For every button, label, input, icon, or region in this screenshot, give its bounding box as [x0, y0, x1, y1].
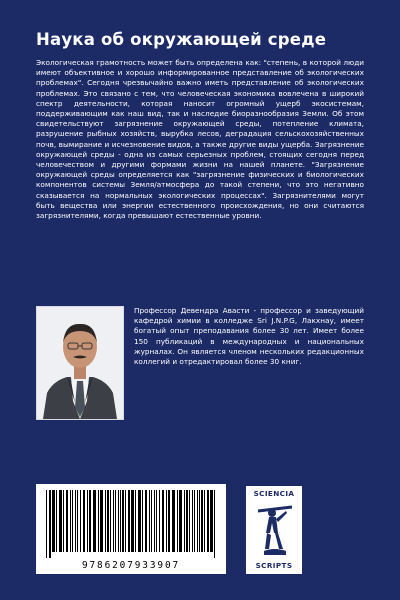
barcode-bar: [59, 490, 62, 552]
barcode-bar: [105, 490, 106, 552]
barcode-bar: [204, 490, 205, 552]
book-title: Наука об окружающей среде: [36, 30, 327, 49]
publisher-name-top: SCIENCIA: [253, 489, 295, 498]
barcode-bar: [135, 490, 136, 552]
barcode-bar: [168, 490, 170, 552]
barcode-bar: [154, 490, 155, 552]
barcode-bar: [122, 490, 124, 552]
barcode-bar: [110, 490, 111, 552]
barcode-bar: [166, 490, 167, 552]
barcode-bar: [66, 490, 68, 552]
barcode-bar: [100, 490, 103, 552]
barcode-bar: [80, 490, 81, 552]
barcode-bar: [77, 490, 78, 552]
barcode-bar: [70, 490, 71, 552]
isbn-digits: 9786207933907: [81, 560, 181, 571]
barcode-bar: [197, 490, 198, 552]
barcode-bar: [151, 490, 152, 552]
publisher-name-bottom: SCRIPTS: [255, 561, 293, 570]
barcode-bar: [172, 490, 175, 552]
barcode-bar: [149, 490, 150, 552]
barcode-bar: [201, 490, 203, 552]
barcode-bar: [125, 490, 126, 552]
barcode-bar: [142, 490, 143, 552]
barcode-bar: [83, 490, 85, 552]
barcode-bar: [46, 490, 47, 558]
barcode-bar: [159, 490, 160, 552]
barcode-bar: [162, 490, 164, 552]
barcode-bar: [49, 490, 51, 558]
barcode-bar: [89, 490, 91, 552]
barcode-bar: [179, 490, 182, 552]
barcode-bar: [184, 490, 185, 552]
barcode-bar: [113, 490, 114, 552]
barcode-bar: [131, 490, 134, 552]
barcode-bar: [156, 490, 157, 552]
barcode-bar: [120, 490, 121, 552]
barcode-bar: [107, 490, 109, 552]
barcode-bar: [52, 490, 55, 552]
barcode-bar: [56, 490, 57, 552]
barcode-bar: [145, 490, 147, 552]
isbn-barcode: [36, 484, 226, 574]
author-photo: [36, 306, 124, 420]
author-bio: Профессор Девендра Авасти - профессор и заведующий кафедрой химии в колледже Sri J.N.P.G, Лакхнау, имеет богатый опыт преподавания более 30 лет. Имеет более 150 публикаций в международных и национальных журналах. Он является членом нескольких редакционных коллегий и отредактировал более 30 книг.: [134, 306, 364, 367]
barcode-bar: [98, 490, 99, 552]
barcode-bar: [87, 490, 88, 552]
barcode-bar: [63, 490, 64, 552]
barcode-bar: [128, 490, 130, 552]
barcode-bar: [115, 490, 116, 552]
barcode-bar: [192, 490, 193, 552]
barcode-bar: [210, 490, 213, 552]
barcode-bar: [118, 490, 119, 552]
barcode-bar: [177, 490, 178, 552]
publisher-logo: [246, 486, 302, 574]
barcode-bar: [138, 490, 141, 552]
publisher-figure-icon: [252, 499, 296, 557]
barcode-bar: [75, 490, 76, 552]
barcode-bar: [93, 490, 96, 552]
barcode-bar: [194, 490, 195, 552]
barcode-bar: [214, 490, 215, 558]
back-cover-description: Экологическая грамотность может быть определена как: "степень, в которой люди имеют объективное и хорошо информированное представление об экологических проблемах". Сегодня чрезвычайно важно иметь представление об экологических проблемах. Это связано с тем, что человеческая экономика вовлечена в широкий спектр деятельности, которая наносит огромный ущерб экосистемам, поддерживающим как наш вид, так и наследие биоразнообразия Земли. Об этом свидетельствуют загрязнение окружающей среды, потепление климата, разрушение рыбных хозяйств, вырубка лесов, деградация сельскохозяйственных почв, вымирание и исчезновение видов, а также другие виды ущерба. Загрязнение окружающей среды - одна из самых серьезных проблем, стоящих сегодня перед человечеством и другими формами жизни на нашей планете. "Загрязнение окружающей среды определяется как "загрязнение физических и биологических компонентов системы Земля/атмосфера до такой степени, что это негативно сказывается на нормальных экологических процессах". Загрязнителями могут быть вещества или энергии естественного происхождения, но они считаются загрязнителями, когда превышают естественные уровни.: [36, 58, 364, 221]
barcode-bar: [207, 490, 209, 552]
barcode-bar: [72, 490, 73, 552]
barcode-bars: [36, 484, 226, 562]
barcode-bar: [199, 490, 200, 552]
barcode-bar: [189, 490, 190, 552]
barcode-bar: [186, 490, 188, 552]
